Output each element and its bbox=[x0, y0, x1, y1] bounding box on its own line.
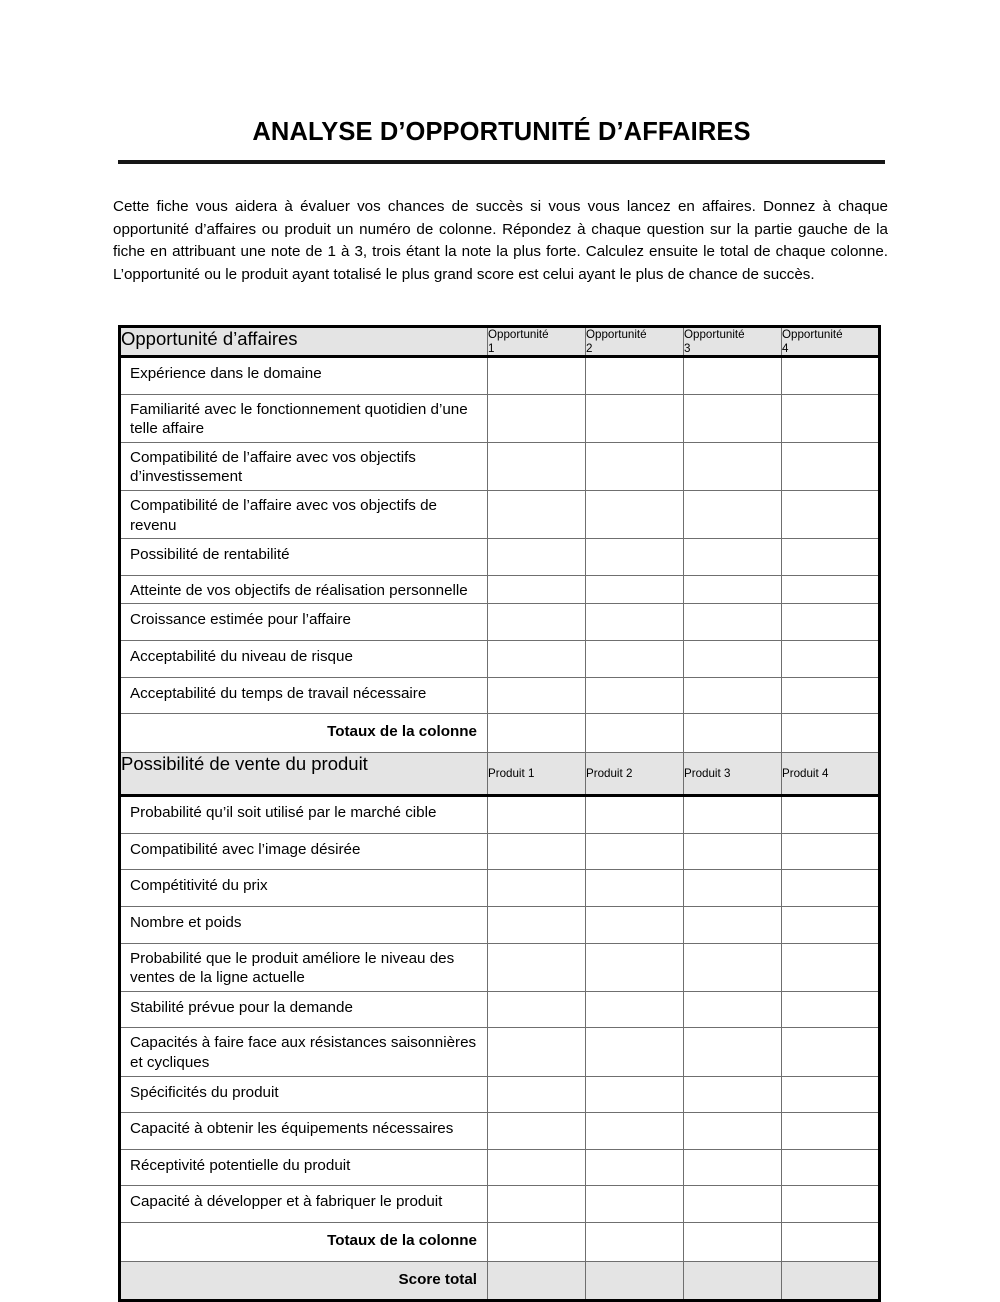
section_b-score-cell[interactable] bbox=[586, 1113, 684, 1150]
section_b-score-cell[interactable] bbox=[782, 1149, 880, 1186]
table-row bbox=[120, 1028, 880, 1076]
section_a-score-cell[interactable] bbox=[684, 604, 782, 641]
section_b-score-cell[interactable] bbox=[782, 796, 880, 834]
section_b-score-cell[interactable] bbox=[586, 943, 684, 991]
section_a-score-cell[interactable] bbox=[586, 640, 684, 677]
section_b-criterion-label: Capacités à faire face aux résistances saisonnières et cycliques bbox=[120, 1028, 488, 1076]
section_a-criterion-label: Compatibilité de l’affaire avec vos objectifs d’investissement bbox=[120, 442, 488, 490]
section_a-criterion-label: Acceptabilité du temps de travail nécessaire bbox=[120, 677, 488, 714]
section_b-score-cell[interactable] bbox=[684, 796, 782, 834]
section_a-score-cell[interactable] bbox=[586, 604, 684, 641]
section_a-score-cell[interactable] bbox=[684, 677, 782, 714]
table-row bbox=[120, 394, 880, 442]
section_a-score-cell[interactable] bbox=[586, 539, 684, 576]
section_a-score-cell[interactable] bbox=[782, 394, 880, 442]
table-row bbox=[120, 677, 880, 714]
section_b-score-cell[interactable] bbox=[684, 943, 782, 991]
section_b-score-cell[interactable] bbox=[488, 1076, 586, 1113]
section_b-score-cell[interactable] bbox=[684, 1113, 782, 1150]
section_a-score-cell[interactable] bbox=[488, 442, 586, 490]
section_b-score-cell[interactable] bbox=[488, 991, 586, 1028]
section_b-score-cell[interactable] bbox=[586, 1186, 684, 1223]
section_b-score-cell[interactable] bbox=[782, 1076, 880, 1113]
section_a-score-cell[interactable] bbox=[684, 357, 782, 395]
section_a-total-score-cell[interactable] bbox=[782, 714, 880, 753]
section_b-column-header-3 bbox=[684, 752, 782, 796]
table-row bbox=[120, 539, 880, 576]
section_b-total-score-cell[interactable] bbox=[586, 1222, 684, 1261]
section_a-column-header-4 bbox=[782, 327, 880, 357]
section_a-score-cell[interactable] bbox=[684, 442, 782, 490]
section_a-totals-label: Totaux de la colonne bbox=[120, 714, 488, 753]
section_a-total-score-cell[interactable] bbox=[488, 714, 586, 753]
section_a-score-cell[interactable] bbox=[586, 442, 684, 490]
section_a-title: Opportunité d’affaires bbox=[120, 327, 488, 357]
section_b-score-cell[interactable] bbox=[782, 833, 880, 870]
section_b-header-row bbox=[120, 752, 880, 796]
section_b-score-cell[interactable] bbox=[488, 796, 586, 834]
section_b-score-cell[interactable] bbox=[782, 907, 880, 944]
table-row bbox=[120, 1076, 880, 1113]
section_b-score-cell[interactable] bbox=[586, 870, 684, 907]
column-header-line2: 2 bbox=[586, 341, 593, 355]
section_b-total-score-cell[interactable] bbox=[684, 1222, 782, 1261]
section_b-score-cell[interactable] bbox=[488, 870, 586, 907]
section_a-criterion-label: Familiarité avec le fonctionnement quotidien d’une telle affaire bbox=[120, 394, 488, 442]
score-total-row bbox=[120, 1261, 880, 1301]
section_b-criterion-label: Stabilité prévue pour la demande bbox=[120, 991, 488, 1028]
section_a-criterion-label: Expérience dans le domaine bbox=[120, 357, 488, 395]
title-block bbox=[118, 118, 885, 164]
section_a-score-cell[interactable] bbox=[684, 640, 782, 677]
title-divider bbox=[118, 160, 885, 164]
table-row bbox=[120, 870, 880, 907]
section_b-score-cell[interactable] bbox=[684, 1028, 782, 1076]
section_b-score-cell[interactable] bbox=[488, 1186, 586, 1223]
section_a-score-cell[interactable] bbox=[782, 604, 880, 641]
section_a-totals-row bbox=[120, 714, 880, 753]
table-row bbox=[120, 796, 880, 834]
section_b-score-cell[interactable] bbox=[684, 907, 782, 944]
section_a-criterion-label: Croissance estimée pour l’affaire bbox=[120, 604, 488, 641]
section_a-score-cell[interactable] bbox=[586, 394, 684, 442]
column-header-line1: Opportunité bbox=[586, 328, 647, 341]
section_a-total-score-cell[interactable] bbox=[586, 714, 684, 753]
score-total-cell[interactable] bbox=[782, 1261, 880, 1301]
section_b-score-cell[interactable] bbox=[586, 1076, 684, 1113]
section_b-score-cell[interactable] bbox=[488, 1149, 586, 1186]
section_b-score-cell[interactable] bbox=[488, 943, 586, 991]
table-row bbox=[120, 357, 880, 395]
section_b-column-header-2 bbox=[586, 752, 684, 796]
section_b-score-cell[interactable] bbox=[586, 1028, 684, 1076]
column-header-line2: 3 bbox=[684, 341, 691, 355]
section_b-total-score-cell[interactable] bbox=[782, 1222, 880, 1261]
section_a-score-cell[interactable] bbox=[684, 539, 782, 576]
table-row bbox=[120, 991, 880, 1028]
section_b-criterion-label: Compatibilité avec l’image désirée bbox=[120, 833, 488, 870]
section_a-score-cell[interactable] bbox=[782, 640, 880, 677]
section_b-criterion-label: Probabilité qu’il soit utilisé par le marché cible bbox=[120, 796, 488, 834]
section_b-score-cell[interactable] bbox=[684, 833, 782, 870]
table-row bbox=[120, 907, 880, 944]
section_a-score-cell[interactable] bbox=[586, 677, 684, 714]
score-total-cell[interactable] bbox=[586, 1261, 684, 1301]
section_b-totals-row bbox=[120, 1222, 880, 1261]
section_a-score-cell[interactable] bbox=[586, 490, 684, 538]
score-total-cell[interactable] bbox=[684, 1261, 782, 1301]
section_b-score-cell[interactable] bbox=[782, 870, 880, 907]
section_b-score-cell[interactable] bbox=[684, 1186, 782, 1223]
column-header-line1: Opportunité bbox=[488, 328, 549, 341]
section_b-criterion-label: Capacité à obtenir les équipements nécessaires bbox=[120, 1113, 488, 1150]
section_a-criterion-label: Atteinte de vos objectifs de réalisation personnelle bbox=[120, 575, 488, 604]
section_a-score-cell[interactable] bbox=[684, 490, 782, 538]
section_a-score-cell[interactable] bbox=[586, 575, 684, 604]
section_b-score-cell[interactable] bbox=[488, 1028, 586, 1076]
section_b-score-cell[interactable] bbox=[782, 1186, 880, 1223]
section_b-score-cell[interactable] bbox=[586, 1149, 684, 1186]
section_a-score-cell[interactable] bbox=[488, 539, 586, 576]
opportunity-analysis-table bbox=[118, 325, 881, 1302]
table-row bbox=[120, 575, 880, 604]
section_a-criterion-label: Acceptabilité du niveau de risque bbox=[120, 640, 488, 677]
section_a-column-header-1 bbox=[488, 327, 586, 357]
section_a-criterion-label: Compatibilité de l’affaire avec vos objectifs de revenu bbox=[120, 490, 488, 538]
section_b-criterion-label: Spécificités du produit bbox=[120, 1076, 488, 1113]
section_b-column-header-1 bbox=[488, 752, 586, 796]
section_b-score-cell[interactable] bbox=[684, 991, 782, 1028]
score-total-cell[interactable] bbox=[488, 1261, 586, 1301]
section_a-score-cell[interactable] bbox=[586, 357, 684, 395]
page-title: ANALYSE D’OPPORTUNITÉ D’AFFAIRES bbox=[252, 118, 751, 146]
column-header-line1: Produit 1 bbox=[488, 766, 535, 780]
section_a-score-cell[interactable] bbox=[488, 357, 586, 395]
section_b-criterion-label: Nombre et poids bbox=[120, 907, 488, 944]
section_a-score-cell[interactable] bbox=[782, 539, 880, 576]
section_b-score-cell[interactable] bbox=[684, 1076, 782, 1113]
table-row bbox=[120, 1149, 880, 1186]
section_a-score-cell[interactable] bbox=[488, 604, 586, 641]
section_a-column-header-3 bbox=[684, 327, 782, 357]
section_a-score-cell[interactable] bbox=[488, 640, 586, 677]
section_a-score-cell[interactable] bbox=[488, 575, 586, 604]
column-header-line1: Produit 2 bbox=[586, 766, 633, 780]
table-row bbox=[120, 1186, 880, 1223]
section_a-score-cell[interactable] bbox=[684, 575, 782, 604]
section_a-score-cell[interactable] bbox=[488, 677, 586, 714]
section_b-criterion-label: Compétitivité du prix bbox=[120, 870, 488, 907]
section_b-total-score-cell[interactable] bbox=[488, 1222, 586, 1261]
section_a-score-cell[interactable] bbox=[782, 357, 880, 395]
score-total-label: Score total bbox=[120, 1261, 488, 1301]
section_b-score-cell[interactable] bbox=[488, 907, 586, 944]
section_a-criterion-label: Possibilité de rentabilité bbox=[120, 539, 488, 576]
section_a-score-cell[interactable] bbox=[782, 490, 880, 538]
table-row bbox=[120, 490, 880, 538]
section_b-score-cell[interactable] bbox=[684, 870, 782, 907]
section_b-criterion-label: Réceptivité potentielle du produit bbox=[120, 1149, 488, 1186]
column-header-line2: 1 bbox=[488, 341, 495, 355]
column-header-line1: Produit 4 bbox=[782, 766, 829, 780]
section_a-score-cell[interactable] bbox=[782, 575, 880, 604]
section_b-score-cell[interactable] bbox=[586, 907, 684, 944]
section_a-column-header-2 bbox=[586, 327, 684, 357]
column-header-line1: Opportunité bbox=[782, 328, 843, 341]
column-header-line1: Produit 3 bbox=[684, 766, 731, 780]
section_a-score-cell[interactable] bbox=[782, 677, 880, 714]
table-row bbox=[120, 833, 880, 870]
section_b-score-cell[interactable] bbox=[586, 991, 684, 1028]
section_b-score-cell[interactable] bbox=[488, 1113, 586, 1150]
table-row bbox=[120, 943, 880, 991]
section_b-score-cell[interactable] bbox=[782, 1028, 880, 1076]
section_b-score-cell[interactable] bbox=[586, 796, 684, 834]
section_a-header-row bbox=[120, 327, 880, 357]
section_b-criterion-label: Capacité à développer et à fabriquer le produit bbox=[120, 1186, 488, 1223]
section_b-title: Possibilité de vente du produit bbox=[120, 752, 488, 796]
column-header-line2: 4 bbox=[782, 341, 789, 355]
section_b-criterion-label: Probabilité que le produit améliore le niveau des ventes de la ligne actuelle bbox=[120, 943, 488, 991]
section_b-score-cell[interactable] bbox=[782, 991, 880, 1028]
section_b-score-cell[interactable] bbox=[586, 833, 684, 870]
section_b-score-cell[interactable] bbox=[684, 1149, 782, 1186]
intro-paragraph: Cette fiche vous aidera à évaluer vos chances de succès si vous vous lancez en affaires. Donnez à chaque opportunité d’affaires ou produit un numéro de colonne. Répondez à chaque question sur la partie gauche de la fiche en attribuant une note de 1 à 3, trois étant la note la plus forte. Calculez ensuite le total de chaque colonne. L’opportunité ou le produit ayant totalisé le plus grand score est celui ayant le plus de chance de succès. bbox=[113, 198, 888, 283]
section_b-score-cell[interactable] bbox=[782, 943, 880, 991]
section_a-score-cell[interactable] bbox=[488, 490, 586, 538]
table-row bbox=[120, 640, 880, 677]
section_b-score-cell[interactable] bbox=[488, 833, 586, 870]
table-row bbox=[120, 442, 880, 490]
section_b-totals-label: Totaux de la colonne bbox=[120, 1222, 488, 1261]
column-header-line1: Opportunité bbox=[684, 328, 745, 341]
section_b-column-header-4 bbox=[782, 752, 880, 796]
table-row bbox=[120, 604, 880, 641]
section_a-score-cell[interactable] bbox=[782, 442, 880, 490]
section_a-score-cell[interactable] bbox=[684, 394, 782, 442]
table-row bbox=[120, 1113, 880, 1150]
section_a-score-cell[interactable] bbox=[488, 394, 586, 442]
section_b-score-cell[interactable] bbox=[782, 1113, 880, 1150]
section_a-total-score-cell[interactable] bbox=[684, 714, 782, 753]
